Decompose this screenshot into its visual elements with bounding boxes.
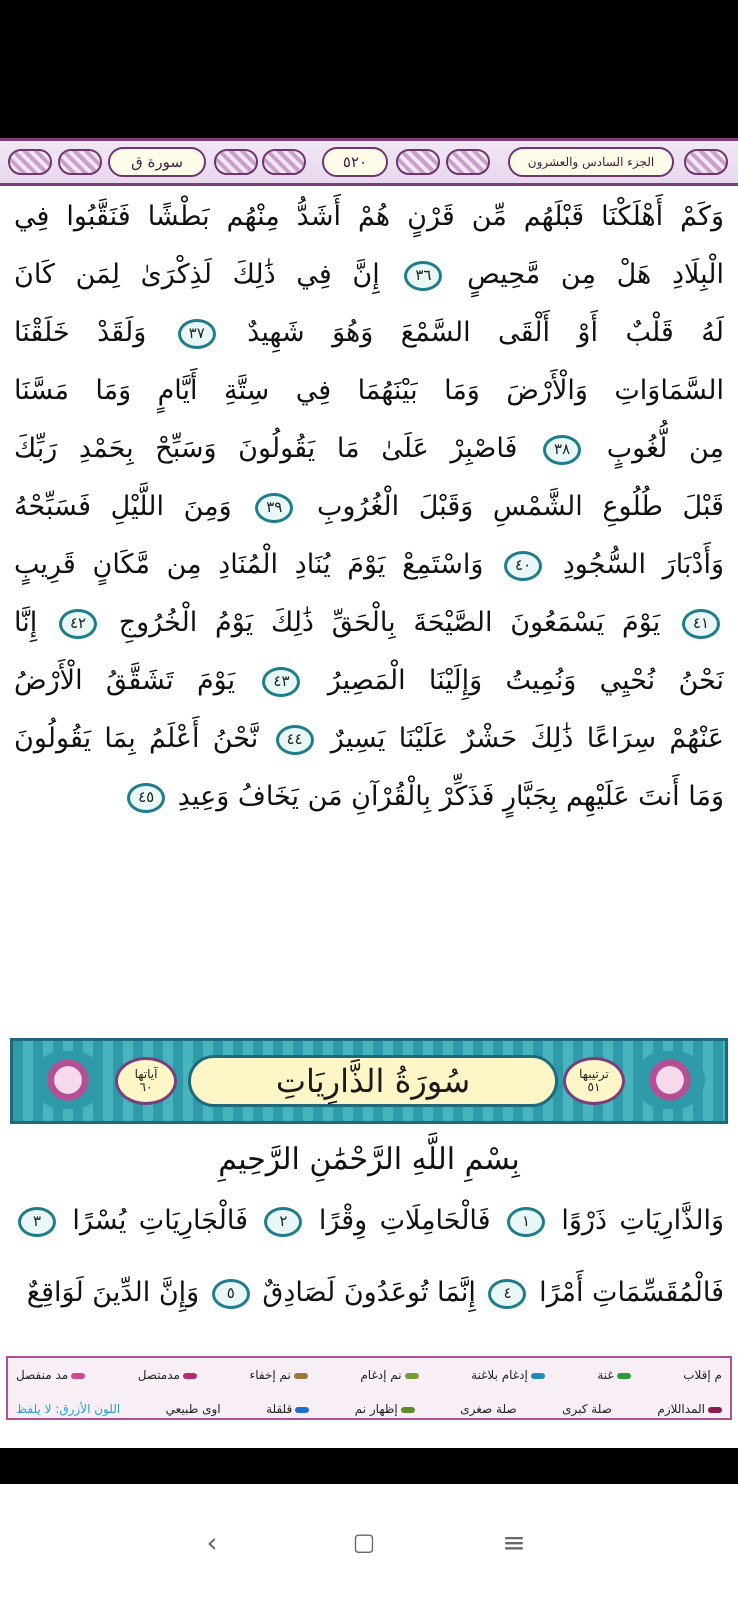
legend-row	[8, 1358, 730, 1392]
verse-text: يَوْمَ يَسْمَعُونَ الصَّيْحَةَ بِالْحَقِّ ذَٰلِكَ يَوْمُ الْخُرُوجِ	[118, 607, 661, 638]
legend-item: إظهار نم	[355, 1402, 415, 1416]
ayat-label: آياتها	[134, 1066, 158, 1081]
verse-text: وَإِنَّ الدِّينَ لَوَاقِعٌ	[26, 1277, 200, 1308]
surah-banner	[10, 1038, 728, 1124]
verse-line	[14, 420, 724, 478]
madd-munfasil-swatch-icon	[71, 1373, 85, 1379]
back-chevron-icon[interactable]: ‹	[206, 1525, 218, 1559]
ornament-icon	[446, 149, 490, 175]
juz-label: الجزء السادس والعشرون	[508, 147, 674, 177]
verse-marker: ٤٣	[262, 667, 300, 697]
verse-line	[14, 652, 724, 710]
verse-text: وَلَقَدْ خَلَقْنَا	[14, 317, 147, 348]
verse-text: وَأَدْبَارَ السُّجُودِ	[562, 549, 724, 580]
verse-text: فَالْحَامِلَاتِ وِقْرًا	[318, 1205, 491, 1236]
ornament-icon	[214, 149, 258, 175]
idgham-ghunna-swatch-icon	[405, 1373, 419, 1379]
qalqala-swatch-icon	[295, 1407, 309, 1413]
verse-text: مِن لُّغُوبٍ	[606, 433, 724, 464]
verse-text: إِنَّ فِي ذَٰلِكَ لَذِكْرَىٰ لِمَن كَانَ	[14, 259, 380, 290]
verse-text: لَهُ قَلْبٌ أَوْ أَلْقَى السَّمْعَ وَهُوَ شَهِيدٌ	[247, 317, 724, 348]
verse-marker: ٤	[488, 1279, 526, 1309]
legend-item: نم إخفاء	[250, 1368, 308, 1382]
ornament-icon	[8, 149, 52, 175]
verse-marker: ٤٥	[127, 783, 165, 813]
legend-item: مد منفصل	[16, 1368, 85, 1382]
legend-item: إدغام بلاغنة	[471, 1368, 545, 1382]
verse-text: نَحْنُ نُحْيِي وَنُمِيتُ وَإِلَيْنَا الْمَصِيرُ	[327, 665, 724, 696]
verse-line	[14, 478, 724, 536]
izhar-swatch-icon	[401, 1407, 415, 1413]
page-header	[0, 138, 738, 186]
verse-marker: ٤٢	[59, 609, 97, 639]
verse-text: وَالذَّارِيَاتِ ذَرْوًا	[561, 1205, 724, 1236]
ayat-count-medal	[115, 1057, 177, 1105]
verse-marker: ٣٦	[404, 261, 442, 291]
verse-line	[14, 710, 724, 768]
verse-text: عَنْهُمْ سِرَاعًا ذَٰلِكَ حَشْرٌ عَلَيْنَا يَسِيرٌ	[330, 723, 724, 754]
verse-text: فَالْمُقَسِّمَاتِ أَمْرًا	[539, 1277, 724, 1308]
verse-text: قَبْلَ طُلُوعِ الشَّمْسِ وَقَبْلَ الْغُرُوبِ	[316, 491, 724, 522]
verse-text: يَوْمَ تَشَقَّقُ الْأَرْضُ	[14, 665, 236, 696]
verse-marker: ٢	[264, 1207, 302, 1237]
verse-marker: ٤٠	[504, 551, 542, 581]
home-button-icon[interactable]: ▢	[352, 1528, 376, 1556]
verse-line	[14, 246, 724, 304]
legend-row	[8, 1392, 730, 1426]
legend-item: قلقلة	[266, 1402, 309, 1416]
ornament-icon	[684, 149, 728, 175]
legend-item: صلة صغرى	[460, 1402, 517, 1416]
madd-lazim-swatch-icon	[708, 1407, 722, 1413]
verse-text: وَمَا أَنتَ عَلَيْهِم بِجَبَّارٍ فَذَكِّرْ بِالْقُرْآنِ مَن يَخَافُ وَعِيدِ	[177, 781, 724, 812]
system-nav-bar	[0, 1484, 738, 1600]
madd-muttasil-swatch-icon	[183, 1373, 197, 1379]
verse-text: الْبِلَادِ هَلْ مِن مَّحِيصٍ	[467, 259, 724, 290]
legend-item: اللون الأزرق: لا يلفظ	[16, 1402, 121, 1416]
verse-marker: ٣٨	[543, 435, 581, 465]
recent-apps-icon[interactable]: ≡	[502, 1525, 526, 1559]
verse-line	[14, 768, 724, 826]
ikhfa-swatch-icon	[294, 1373, 308, 1379]
ornament-icon	[58, 149, 102, 175]
verse-line	[14, 304, 724, 362]
basmala: بِسْمِ اللَّهِ الرَّحْمَٰنِ الرَّحِيمِ	[218, 1142, 520, 1177]
ghunna-swatch-icon	[617, 1373, 631, 1379]
verse-marker: ١	[507, 1207, 545, 1237]
legend-item: غنة	[597, 1368, 630, 1382]
verse-text: السَّمَاوَاتِ وَالْأَرْضَ وَمَا بَيْنَهُمَا فِي سِتَّةِ أَيَّامٍ وَمَا مَسَّنَا	[14, 375, 724, 406]
tajweed-legend	[6, 1356, 732, 1420]
verse-text: فَاصْبِرْ عَلَىٰ مَا يَقُولُونَ وَسَبِّحْ بِحَمْدِ رَبِّكَ	[14, 433, 518, 464]
legend-item: مدمتصل	[138, 1368, 197, 1382]
verse-marker: ٤٤	[276, 725, 314, 755]
ayat-value: ٦٠	[139, 1080, 153, 1094]
legend-item: المداللازم	[657, 1402, 722, 1416]
page-number: ٥٢٠	[322, 147, 388, 177]
ornament-icon	[396, 149, 440, 175]
verse-line	[14, 536, 724, 594]
surah-label: سورة ق	[108, 147, 206, 177]
floral-ornament-icon	[33, 1051, 103, 1109]
verse-line	[14, 1192, 724, 1250]
verse-line	[14, 188, 724, 246]
ornament-icon	[262, 149, 306, 175]
verse-line	[14, 1264, 724, 1322]
verse-marker: ٤١	[682, 609, 720, 639]
legend-item: نم إدغام	[360, 1368, 418, 1382]
floral-ornament-icon	[635, 1051, 705, 1109]
surah-name: سُورَةُ الذَّارِيَاتِ	[188, 1055, 558, 1107]
verse-text: وَمِنَ اللَّيْلِ فَسَبِّحْهُ	[14, 491, 232, 522]
verse-text: إِنَّمَا تُوعَدُونَ لَصَادِقٌ	[262, 1277, 476, 1308]
verse-marker: ٣	[18, 1207, 56, 1237]
verse-text: فَالْجَارِيَاتِ يُسْرًا	[72, 1205, 249, 1236]
verse-text: وَاسْتَمِعْ يَوْمَ يُنَادِ الْمُنَادِ مِن مَّكَانٍ قَرِيبٍ	[14, 549, 484, 580]
verse-text: نَّحْنُ أَعْلَمُ بِمَا يَقُولُونَ	[14, 723, 259, 754]
verse-marker: ٣٧	[178, 319, 216, 349]
verse-text: وَكَمْ أَهْلَكْنَا قَبْلَهُم مِّن قَرْنٍ هُمْ أَشَدُّ مِنْهُم بَطْشًا فَنَقَّبُوا فِي	[14, 201, 724, 232]
surah-order-medal	[563, 1057, 625, 1105]
quran-page	[0, 138, 738, 1448]
legend-item: صلة كبرى	[562, 1402, 612, 1416]
order-label: ترتيبها	[579, 1066, 609, 1081]
verse-line	[14, 362, 724, 420]
verse-marker: ٣٩	[255, 493, 293, 523]
verse-marker: ٥	[212, 1279, 250, 1309]
idgham-swatch-icon	[531, 1373, 545, 1379]
verse-line	[14, 594, 724, 652]
verse-text: إِنَّا	[14, 607, 38, 638]
legend-item: م إقلاب	[683, 1368, 722, 1382]
order-value: ٥١	[587, 1080, 601, 1094]
legend-item: اوى طبيعي	[165, 1402, 221, 1416]
